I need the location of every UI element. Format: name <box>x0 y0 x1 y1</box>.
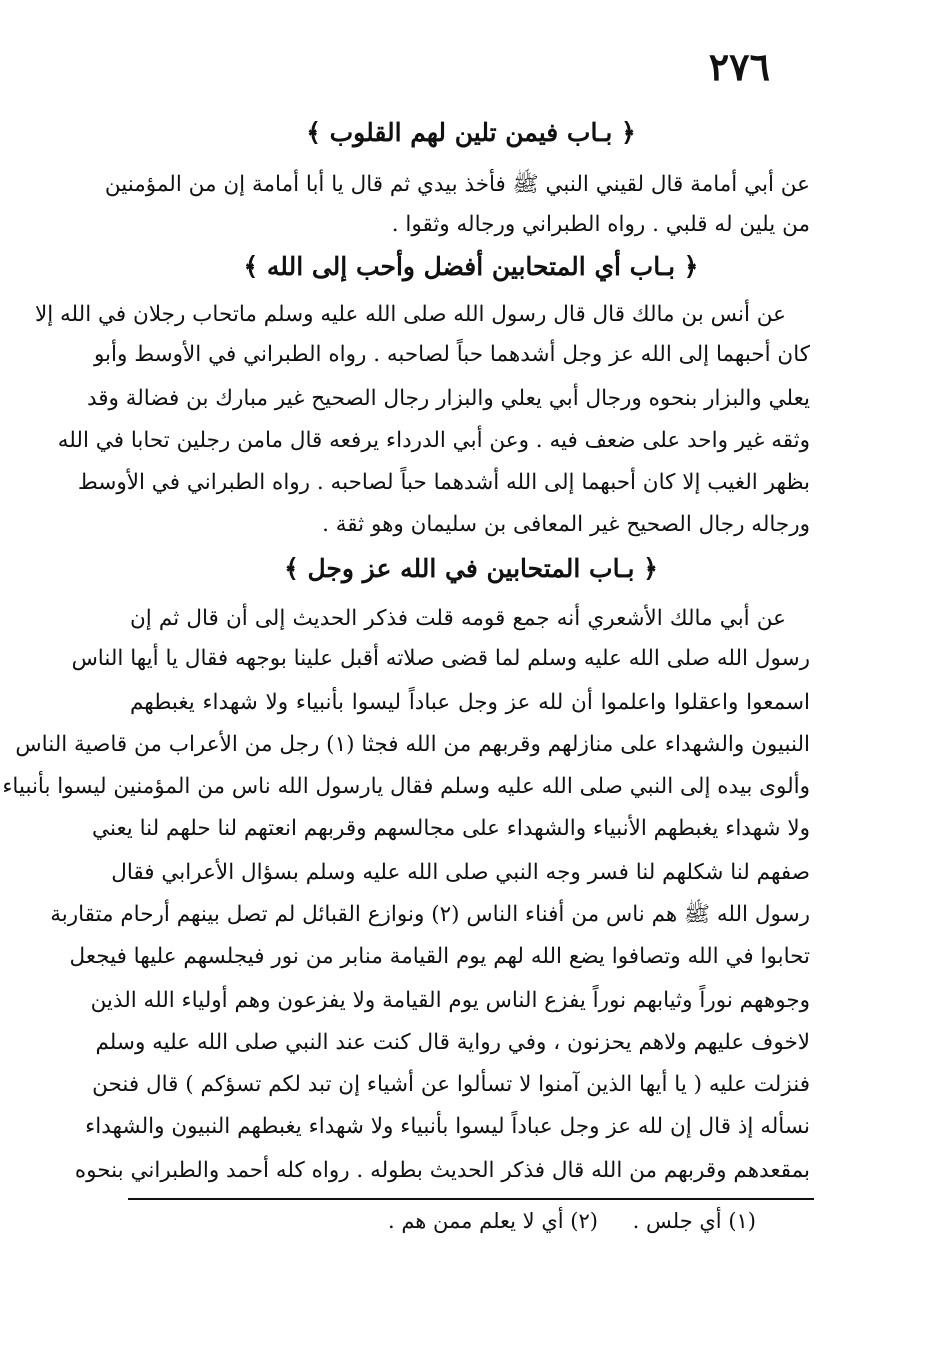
text-line: النبيون والشهداء على منازلهم وقربهم من الله فجثا (١) رجل من الأعراب من قاصية الناس <box>15 732 810 757</box>
text-line: لاخوف عليهم ولاهم يحزنون ، وفي رواية قال كنت عند النبي صلى الله عليه وسلم <box>95 1030 810 1055</box>
text-line: ولا شهداء يغبطهم الأنبياء والشهداء على مجالسهم وقربهم انعتهم لنا حلهم لنا يعني <box>92 816 810 841</box>
page-number: ٢٧٦ <box>708 44 770 89</box>
text-line: وجوههم نوراً وثيابهم نوراً يفزع الناس يوم القيامة ولا يفزعون وهم أولياء الله الذين <box>90 988 810 1013</box>
text-line: عن أبي مالك الأشعري أنه جمع قومه قلت فذكر الحديث إلى أن قال ثم إن <box>130 606 786 631</box>
section-heading-1: ﴿ بـاب فيمن تلين لهم القلوب ﴾ <box>306 118 636 147</box>
section-heading-3: ﴿ بـاب المتحابين في الله عز وجل ﴾ <box>284 554 658 583</box>
text-line: فنزلت عليه ( يا أيها الذين آمنوا لا تسألوا عن أشياء إن تبد لكم تسؤكم ) قال فنحن <box>92 1072 810 1097</box>
text-line: تحابوا في الله وتصافوا يضع الله لهم يوم القيامة منابر من نور فيجلسهم عليها فيجعل <box>69 944 810 969</box>
footnotes <box>360 1206 756 1236</box>
footnote-1: (١) أي جلس . <box>632 1209 756 1233</box>
text-line: اسمعوا واعقلوا واعلموا أن لله عز وجل عباداً ليسوا بأنبياء ولا شهداء يغبطهم <box>130 690 810 715</box>
section-heading-2: ﴿ بـاب أي المتحابين أفضل وأحب إلى الله ﴾ <box>243 252 699 281</box>
text-line: من يلين له قلبي . رواه الطبراني ورجاله وثقوا . <box>391 212 810 237</box>
text-line: وثقه غير واحد على ضعف فيه . وعن أبي الدرداء يرفعه قال مامن رجلين تحابا في الله <box>57 428 810 453</box>
text-line: ورجاله رجال الصحيح غير المعافى بن سليمان وهو ثقة . <box>322 512 810 537</box>
footnote-2: (٢) أي لا يعلم ممن هم . <box>387 1209 598 1233</box>
text-line: كان أحبهما إلى الله عز وجل أشدهما حباً لصاحبه . رواه الطبراني في الأوسط وأبو <box>93 342 810 367</box>
footnote-divider <box>128 1198 814 1200</box>
text-line: نسأله إذ قال إن لله عز وجل عباداً ليسوا بأنبياء ولا شهداء يغبطهم النبيون والشهداء <box>85 1114 810 1139</box>
text-line: بمقعدهم وقربهم من الله قال فذكر الحديث بطوله . رواه كله أحمد والطبراني بنحوه <box>74 1158 810 1183</box>
text-line: يعلي والبزار بنحوه ورجال أبي يعلي والبزار رجال الصحيح غير مبارك بن فضالة وقد <box>86 386 810 411</box>
text-line: رسول الله صلى الله عليه وسلم لما قضى صلاته أقبل علينا بوجهه فقال يا أيها الناس <box>71 646 810 671</box>
text-line: بظهر الغيب إلا كان أحبهما إلى الله أشدهما حباً لصاحبه . رواه الطبراني في الأوسط <box>77 470 810 495</box>
text-line: عن أبي أمامة قال لقيني النبي ﷺ فأخذ بيدي ثم قال يا أبا أمامة إن من المؤمنين <box>104 172 810 197</box>
text-line: رسول الله ﷺ هم ناس من أفناء الناس (٢) ونوازع القبائل لم تصل بينهم أرحام متقاربة <box>50 902 810 927</box>
text-line: عن أنس بن مالك قال قال رسول الله صلى الله عليه وسلم ماتحاب رجلان في الله إلا <box>34 302 786 327</box>
text-line: وألوى بيده إلى النبي صلى الله عليه وسلم فقال يارسول الله ناس من المؤمنين ليسوا بأنبياء <box>2 774 810 799</box>
text-line: صفهم لنا شكلهم لنا فسر وجه النبي صلى الله عليه وسلم بسؤال الأعرابي فقال <box>111 860 810 885</box>
